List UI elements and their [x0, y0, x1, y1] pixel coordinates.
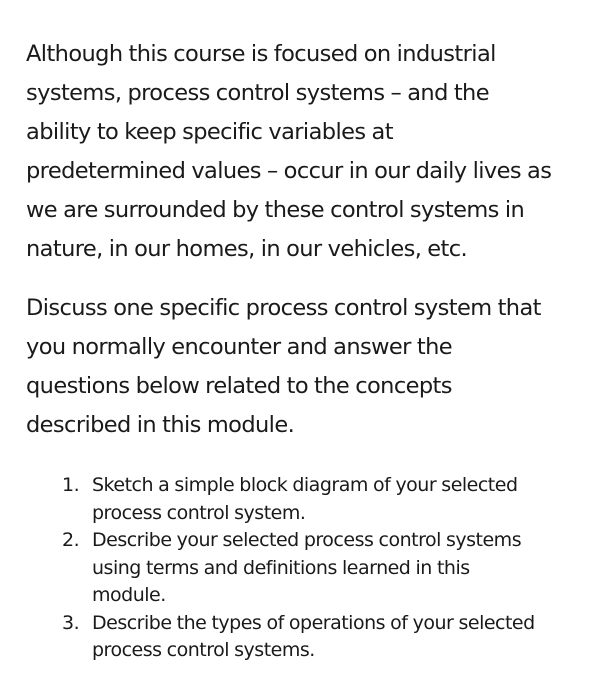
question-line: Sketch a simple block diagram of your selected	[92, 474, 518, 496]
question-item-1	[26, 472, 584, 527]
prompt-line: questions below related to the concepts	[26, 373, 452, 399]
questions-list	[26, 472, 584, 665]
question-line: process control systems.	[92, 639, 315, 661]
intro-line: predetermined values – occur in our daily lives as	[26, 158, 552, 184]
prompt-line: you normally encounter and answer the	[26, 334, 453, 360]
intro-line: ability to keep specific variables at	[26, 119, 393, 145]
prompt-line: Discuss one specific process control system that	[26, 295, 541, 321]
intro-paragraph	[26, 35, 584, 269]
prompt-paragraph	[26, 289, 584, 445]
question-number: 1.	[62, 474, 80, 496]
intro-line: systems, process control systems – and the	[26, 80, 489, 106]
prompt-line: described in this module.	[26, 412, 295, 438]
intro-line: nature, in our homes, in our vehicles, etc.	[26, 236, 468, 262]
question-line: Describe the types of operations of your selected	[92, 611, 535, 634]
question-line: using terms and definitions learned in this	[92, 556, 470, 579]
question-line: Describe your selected process control systems	[92, 529, 522, 551]
question-item-3	[26, 610, 584, 665]
intro-line: we are surrounded by these control systems in	[26, 197, 525, 223]
question-number: 2.	[62, 529, 80, 551]
question-line: module.	[92, 584, 166, 606]
question-line: process control system.	[92, 501, 306, 524]
question-item-2	[26, 527, 584, 610]
intro-line: Although this course is focused on industrial	[26, 41, 496, 67]
question-number: 3.	[62, 611, 80, 634]
